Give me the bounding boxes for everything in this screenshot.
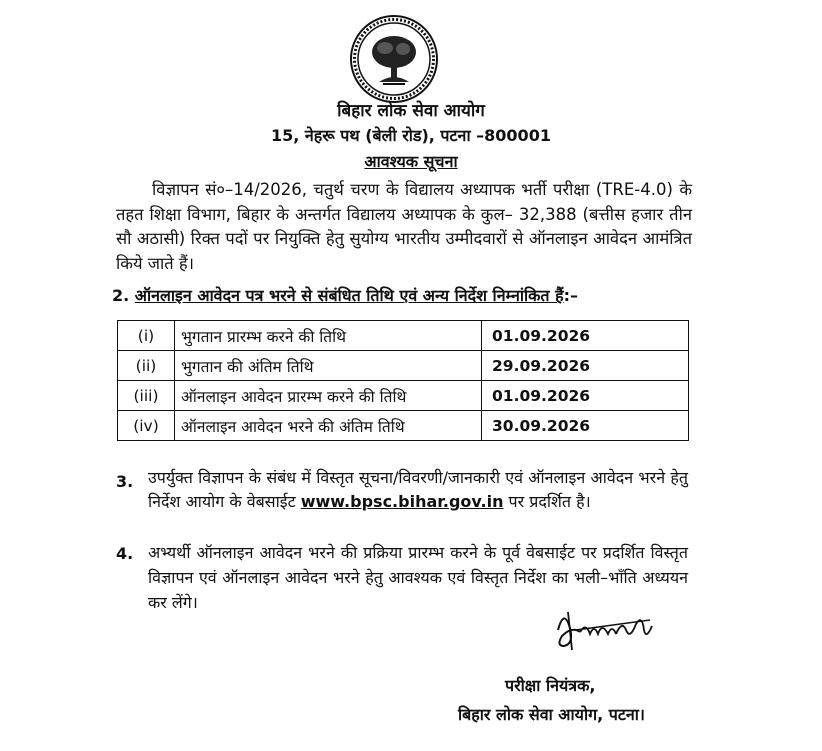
point-3-text-before: उपर्युक्त विज्ञापन के संबंध में विस्तृत सूचना/विवरणी/जानकारी एवं ऑनलाइन आवेदन भरने हेतु निर्देश आयोग के वेबसाईट [148,468,688,511]
point-4-number: 4. [116,544,134,563]
point-4-text: अभ्यर्थी ऑनलाइन आवेदन भरने की प्रक्रिया प्रारम्भ करने के पूर्व वेबसाईट पर प्रदर्शित विस्तृत विज्ञापन एवं ऑनलाइन आवेदन भरने हेतु आवश्यक एवं विस्तृत निर्देश का भली–भाँति अध्ययन कर लेंगे। [148,543,688,612]
table-row [118,321,689,351]
point-3-text-after: पर प्रदर्शित है। [503,492,591,511]
instructions-heading-number: 2. [112,286,135,305]
point-3-text [148,466,688,514]
website-link[interactable]: www.bpsc.bihar.gov.in [300,492,504,511]
notice-title-text: आवश्यक सूचना [364,152,458,171]
row-label: ऑनलाइन आवेदन भरने की अंतिम तिथि [175,411,482,441]
dates-table [117,320,689,441]
table-row [118,381,689,411]
organization-address: 15, नेहरू पथ (बेली रोड), पटना –800001 [271,126,551,145]
signature-icon [550,600,660,656]
instructions-heading [112,284,578,306]
row-date: 01.09.2026 [482,321,689,351]
row-label: भुगतान प्रारम्भ करने की तिथि [175,321,482,351]
row-label: ऑनलाइन आवेदन प्रारम्भ करने की तिथि [175,381,482,411]
signatory-organization: बिहार लोक सेवा आयोग, पटना। [458,705,645,724]
advertisement-paragraph: विज्ञापन सं०–14/2026, चतुर्थ चरण के विद्यालय अध्यापक भर्ती परीक्षा (TRE-4.0) के तहत शिक्षा विभाग, बिहार के अन्तर्गत विद्यालय अध्यापक के कुल– 32,388 (बत्तीस हजार तीन सौ अठासी) रिक्त पदों पर नियुक्ति हेतु सुयोग्य भारतीय उम्मीदवारों से ऑनलाइन आवेदन आमंत्रित किये जाते हैं। [116,180,692,273]
row-number: (i) [118,321,175,351]
row-date: 29.09.2026 [482,351,689,381]
row-number: (ii) [118,351,175,381]
row-number: (iv) [118,411,175,441]
table-row [118,411,689,441]
signatory-title: परीक्षा नियंत्रक, [505,676,596,695]
point-3-number: 3. [116,472,134,491]
bpsc-seal-icon [349,14,439,104]
table-row [118,351,689,381]
organization-name: बिहार लोक सेवा आयोग [337,101,485,121]
notice-title [0,150,822,172]
row-date: 01.09.2026 [482,381,689,411]
row-number: (iii) [118,381,175,411]
instructions-heading-text: ऑनलाइन आवेदन पत्र भरने से संबंधित तिथि एवं अन्य निर्देश निम्नांकित हैं [134,286,564,305]
row-label: भुगतान की अंतिम तिथि [175,351,482,381]
instructions-heading-suffix: :– [563,286,579,305]
row-date: 30.09.2026 [482,411,689,441]
